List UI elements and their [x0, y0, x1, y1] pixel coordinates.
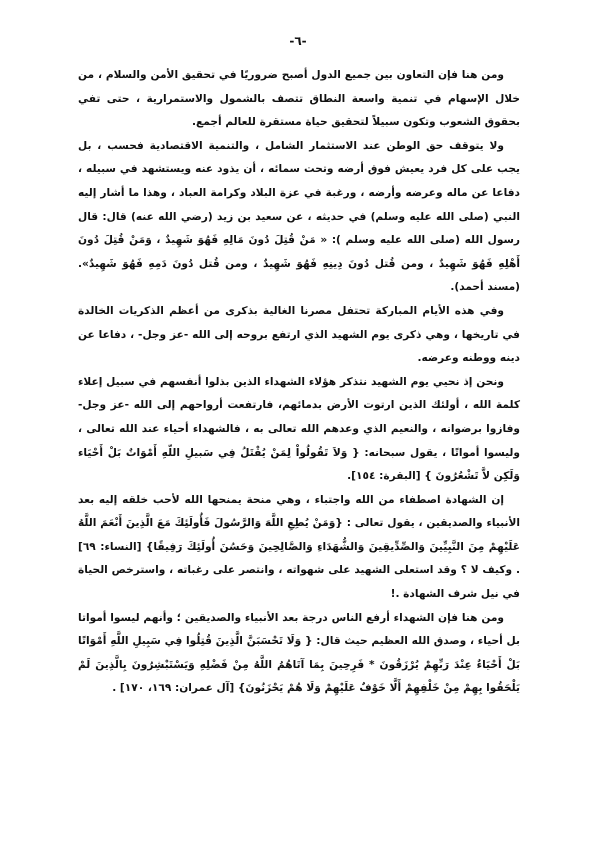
- paragraph-defending-homeland: ولا يتوقف حق الوطن عند الاستثمار الشامل ، والتنمية الاقتصادية فحسب ، بل يجب على كل فرد يعيش فوق أرضه وتحت سمائه ، أن يذود عنه ويستشهد في سبيله ، دفاعا عن ماله وعرضه وأرضه ، ورغبة في عزة البلاد وكرامة العباد ، وهذا ما أشار إليه النبي (صلى الله عليه وسلم) في حديثه ، عن سعيد بن زيد (رضي الله عنه) قال: قال رسول الله (صلى الله عليه وسلم ): « مَنْ قُتِلَ دُونَ مَالِهِ فَهُوَ شَهِيدٌ ، وَمَنْ قُتِلَ دُونَ أَهْلِهِ فَهُوَ شَهِيدٌ ، ومن قُتل دُونَ دِينِهِ فَهُوَ شَهِيدٌ ، ومن قُتل دُونَ دَمِهِ فَهُوَ شَهِيدٌ».(مسند أحمد).: [78, 139, 520, 294]
- paragraph-cooperation: ومن هنا فإن التعاون بين جميع الدول أصبح ضروريًا في تحقيق الأمن والسلام ، من خلال الإسهام في تنمية واسعة النطاق تتصف بالشمول والاستمرارية ، حتى تفي بحقوق الشعوب وتكون سبيلاً لتحقيق حياة مستقرة للعالم أجمع.: [78, 69, 520, 129]
- paragraph-martyr-day: وفي هذه الأيام المباركة تحتفل مصرنا الغالية بذكرى من أعظم الذكريات الخالدة في تاريخها ، وهي ذكرى يوم الشهيد الذي ارتفع بروحه إلى الله -عز وجل- ، دفاعا عن دينه ووطنه وعرضه.: [78, 304, 520, 365]
- paragraph-martyrs-rank: ومن هنا فإن الشهداء أرفع الناس درجة بعد الأنبياء والصديقين ؛ وأنهم ليسوا أمواتا بل أحياء ، وصدق الله العظيم حيث قال: { وَلَا تَحْسَبَنَّ الَّذِينَ قُتِلُوا فِي سَبِيلِ اللَّهِ أَمْوَاتًا بَلْ أَحْيَاءٌ عِنْدَ رَبِّهِمْ يُرْزَقُونَ * فَرِحِينَ بِمَا آتَاهُمُ اللَّهُ مِنْ فَضْلِهِ وَيَسْتَبْشِرُونَ بِالَّذِينَ لَمْ يَلْحَقُوا بِهِمْ مِنْ خَلْفِهِمْ أَلَّا خَوْفٌ عَلَيْهِمْ وَلَا هُمْ يَحْزَنُونَ} [آل عمران: ١٦٩، ١٧٠] .: [78, 611, 520, 695]
- document-body: [78, 64, 520, 701]
- page-number: -٦-: [289, 34, 307, 48]
- paragraph-remembering-martyrs: ونحن إذ نحيي يوم الشهيد نتذكر هؤلاء الشهداء الذين بذلوا أنفسهم في سبيل إعلاء كلمة الله ، أولئك الذين ارتوت الأرض بدمائهم، فارتفعت أرواحهم إلى الله -عز وجل- وفازوا برضوانه ، والنعيم الذي وعدهم الله تعالى به ، فالشهداء أحياء عند الله تعالى ، وليسوا أمواتًا ، يقول سبحانه: { وَلاَ تَقُولُواْ لِمَنْ يُقْتَلُ فِي سَبيلِ اللّهِ أَمْوَاتٌ بَلْ أَحْيَاء وَلَكِن لاَّ تَشْعُرُونَ } [البقرة: ١٥٤].: [78, 375, 520, 483]
- paragraph-martyrdom-selection: إن الشهادة اصطفاء من الله واجتباء ، وهي منحة يمنحها الله لأحب خلقه إليه بعد الأنبياء والصديقين ، يقول تعالى : {وَمَنْ يُطِعِ اللَّهَ وَالرَّسُولَ فَأُولَئِكَ مَعَ الَّذِينَ أَنْعَمَ اللَّهُ عَلَيْهِمْ مِنَ النَّبِيِّينَ وَالصِّدِّيقِينَ وَالشُّهَدَاءِ وَالصَّالِحِينَ وَحَسُنَ أُولَئِكَ رَفِيقًا} [النساء: ٦٩] . وكيف لا ؟ وقد استعلى الشهيد على شهواته ، وانتصر على رغباته ، واسترخص الحياة في نيل شرف الشهادة .!: [78, 493, 520, 601]
